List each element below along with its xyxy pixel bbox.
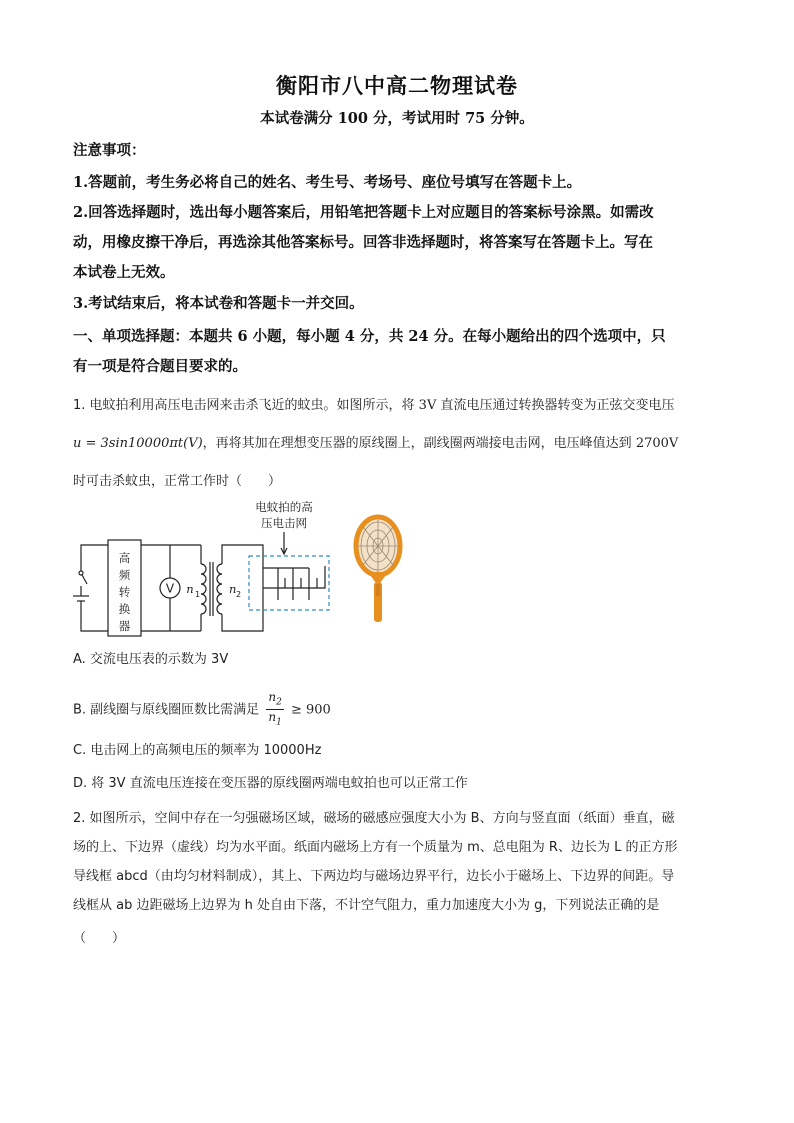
converter-label-4: 换 bbox=[118, 602, 131, 616]
q1-line-1-text-a: 1. 电蚊拍利用高压电击网来击杀飞近的蚊虫。如图所示，将 bbox=[73, 398, 419, 413]
mosquito-racket-image bbox=[356, 517, 400, 622]
q1-option-d[interactable]: D. 将 3V 直流电压连接在变压器的原线圈两端电蚊拍也可以正常工作 bbox=[73, 776, 468, 791]
section-1-heading-line-2: 有一项是符合题目要求的。 bbox=[73, 358, 247, 375]
section-1-heading-line-1: 一、单项选择题：本题共 6 小题，每小题 4 分，共 24 分。在每小题给出的四个选项中，只 bbox=[73, 328, 666, 345]
q2-line-4: 线框从 ab 边距磁场上边界为 h 处自由下落，不计空气阻力，重力加速度大小为 g，下列说法正确的是 bbox=[73, 898, 660, 913]
note-item-2-line-1: 2.回答选择题时，选出每小题答案后，用铅笔把答题卡上对应题目的答案标号涂黑。如需改 bbox=[73, 204, 654, 221]
q1-line-2-text: ，再将其加在理想变压器的原线圈上，副线圈两端接电击网，电压峰值达到 bbox=[202, 436, 636, 451]
converter-label-3: 转 bbox=[118, 585, 131, 599]
converter-label-2: 频 bbox=[118, 568, 131, 582]
notes-heading: 注意事项： bbox=[73, 142, 146, 159]
wire-top-left bbox=[81, 545, 108, 573]
q2-line-3: 导线框 abcd（由均匀材料制成），其上、下两边均与磁场边界平行，边长小于磁场上、下边界的间距。导 bbox=[73, 869, 675, 884]
q2-line-5: （ ） bbox=[73, 931, 126, 946]
q2-line-2: 场的上、下边界（虚线）均为水平面。纸面内磁场上方有一个质量为 m、总电阻为 R、边长为 L 的正方形 bbox=[73, 840, 678, 855]
secondary-coil bbox=[217, 564, 222, 614]
q1-line-3: 时可击杀蚊虫，正常工作时（ ） bbox=[73, 474, 282, 489]
q1-voltage-3v: 3V bbox=[418, 398, 437, 413]
q1-option-b[interactable] bbox=[73, 690, 331, 730]
n1-label: n bbox=[186, 582, 194, 596]
n2-label: n bbox=[229, 582, 237, 596]
exam-subtitle: 本试卷满分 100 分，考试用时 75 分钟。 bbox=[260, 110, 534, 127]
voltmeter-label: V bbox=[165, 581, 175, 596]
q1-line-1 bbox=[73, 396, 733, 416]
q1-option-a[interactable]: A. 交流电压表的示数为 3V bbox=[73, 652, 229, 667]
q1-line-1-text-b: 直流电压通过转换器转变为正弦交变电压 bbox=[436, 398, 675, 413]
switch-pivot bbox=[79, 571, 83, 575]
q1-circuit-figure bbox=[73, 498, 413, 638]
q1-voltage-equation: u = 3sin10000πt(V) bbox=[73, 436, 203, 451]
turns-ratio-fraction: $\frac{n_2}{n_1}$ bbox=[268, 690, 282, 728]
note-item-1: 1.答题前，考生务必将自己的姓名、考生号、考场号、座位号填写在答题卡上。 bbox=[73, 174, 582, 191]
page-title: 衡阳市八中高二物理试卷 bbox=[276, 73, 518, 98]
wire-bottom-left bbox=[81, 601, 108, 631]
q1-peak-voltage: 2700V bbox=[635, 436, 679, 451]
q1-option-c[interactable]: C. 电击网上的高频电压的频率为 10000Hz bbox=[73, 743, 322, 758]
converter-label-1: 高 bbox=[118, 551, 131, 565]
q1-line-2 bbox=[73, 434, 733, 454]
primary-coil bbox=[201, 564, 206, 614]
note-item-3: 3.考试结束后，将本试卷和答题卡一并交回。 bbox=[73, 295, 364, 312]
n2-subscript: 2 bbox=[236, 590, 242, 599]
note-item-2-line-2: 动，用橡皮擦干净后，再选涂其他答案标号。回答非选择题时，将答案写在答题卡上。写在 bbox=[73, 234, 653, 251]
q1-option-b-text: B. 副线圈与原线圈匝数比需满足 bbox=[73, 702, 264, 718]
q2-line-1: 2. 如图所示，空间中存在一匀强磁场区域，磁场的磁感应强度大小为 B、方向与竖直面（纸面）垂直，磁 bbox=[73, 811, 675, 826]
note-item-2-line-3: 本试卷上无效。 bbox=[73, 264, 175, 281]
turns-ratio-relation: ≥ 900 bbox=[290, 702, 331, 718]
converter-label-5: 器 bbox=[118, 619, 131, 633]
grid-bottom-rail bbox=[263, 566, 325, 588]
n1-subscript: 1 bbox=[195, 590, 201, 599]
grid-caption-line-2: 压电击网 bbox=[261, 516, 307, 530]
grid-caption-line-1: 电蚊拍的高 bbox=[255, 500, 313, 514]
